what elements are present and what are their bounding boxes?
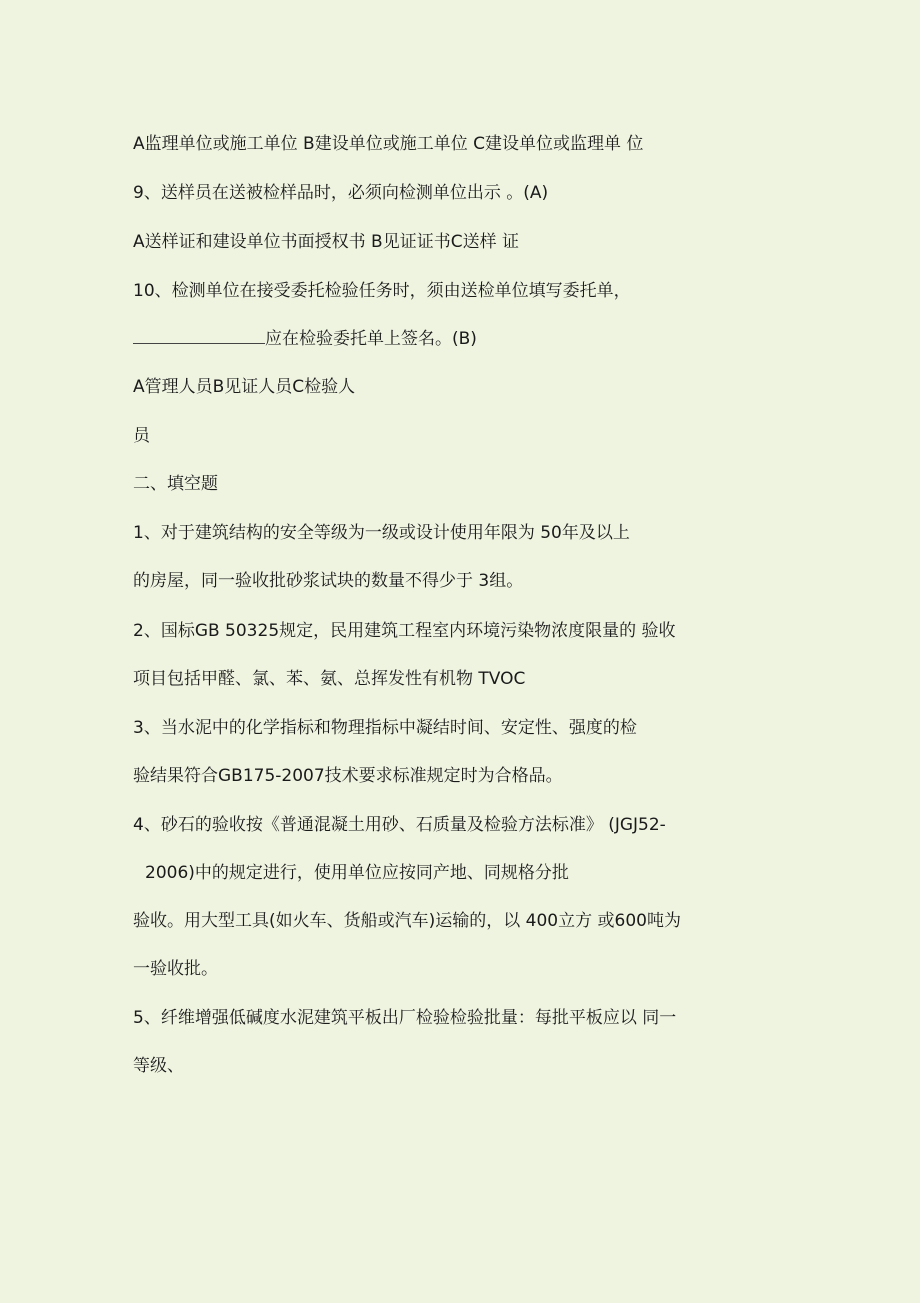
question-10-continued [133,328,477,350]
question-10-options-continued: 员 [133,426,150,446]
fill-item-3-continued: 验结果符合GB175-2007技术要求标准规定时为合格品。 [133,766,563,786]
question-10: 10、检测单位在接受委托检验任务时，须由送检单位填写委托单， [133,281,631,301]
fill-item-1-continued: 的房屋，同一验收批砂浆试块的数量不得少于 3组。 [133,571,524,591]
question-9: 9、送样员在送被检样品时，必须向检测单位出示 。(A) [133,183,549,203]
question-9-options: A送样证和建设单位书面授权书 B见证证书C送样 证 [133,232,519,252]
fill-item-4-line4: 一验收批。 [133,959,218,979]
answer-blank [133,342,265,344]
fill-item-5-continued: 等级、 [133,1056,184,1076]
fill-item-2: 2、国标GB 50325规定，民用建筑工程室内环境污染物浓度限量的 验收 [133,621,676,641]
fill-item-3: 3、当水泥中的化学指标和物理指标中凝结时间、安定性、强度的检 [133,718,637,738]
fill-item-2-continued: 项目包括甲醛、氯、苯、氨、总挥发性有机物 TVOC [133,669,526,689]
text-line-1: A监理单位或施工单位 B建设单位或施工单位 C建设单位或监理单 位 [133,134,644,154]
section-heading: 二、填空题 [133,474,218,494]
fill-item-4: 4、砂石的验收按《普通混凝土用砂、石质量及检验方法标准》 (JGJ52- [133,815,666,835]
fill-item-1: 1、对于建筑结构的安全等级为一级或设计使用年限为 50年及以上 [133,523,630,543]
question-10-text: 应在检验委托单上签名。(B) [265,329,477,349]
question-10-options: A管理人员B见证人员C检验人 [133,377,356,397]
fill-item-4-line3: 验收。用大型工具(如火车、货船或汽车)运输的，以 400立方 或600吨为 [133,911,681,931]
fill-item-4-continued: 2006)中的规定进行，使用单位应按同产地、同规格分批 [145,863,569,883]
fill-item-5: 5、纤维增强低碱度水泥建筑平板出厂检验检验批量：每批平板应以 同一 [133,1008,677,1028]
